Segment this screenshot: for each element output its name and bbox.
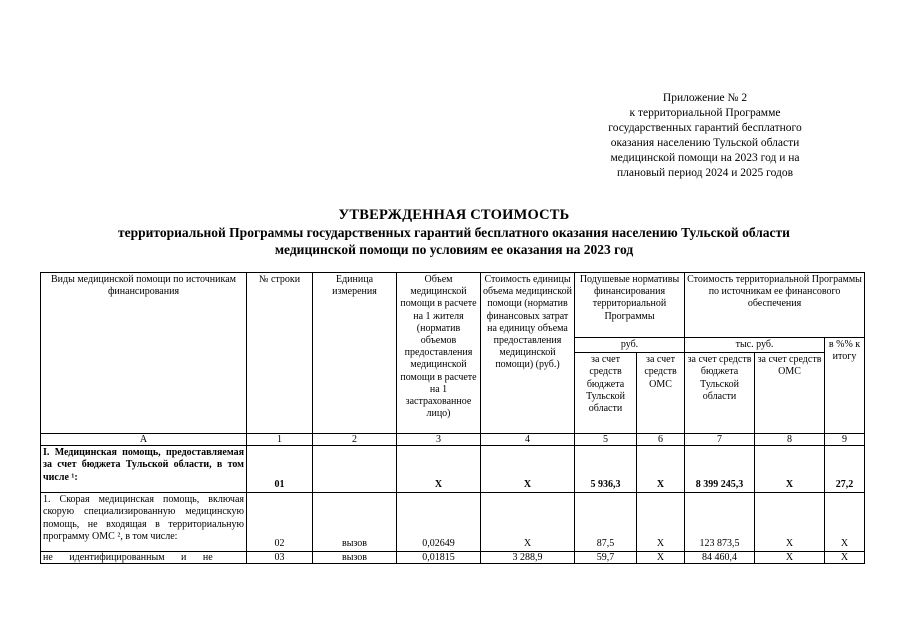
row-pr-budget: 123 873,5 — [685, 493, 755, 552]
index-cell: 9 — [825, 434, 865, 446]
index-cell: 5 — [575, 434, 637, 446]
row-cost: X — [481, 446, 575, 493]
header-pr-budget: за счет средств бюджета Тульской области — [685, 353, 755, 434]
index-cell: 4 — [481, 434, 575, 446]
row-pc-budget: 59,7 — [575, 552, 637, 564]
row-cost: X — [481, 493, 575, 552]
row-cost: 3 288,9 — [481, 552, 575, 564]
column-index-row — [41, 434, 865, 446]
appendix-header — [570, 91, 840, 181]
row-percent: X — [825, 493, 865, 552]
header-cost-unit: Стоимость единицы объема медицинской помощи (норматив финансовых затрат на единицу объема предоставления медицинской помощи) (руб.) — [481, 273, 575, 434]
row-volume: 0,01815 — [397, 552, 481, 564]
table-row — [41, 552, 865, 564]
header-pc-budget: за счет средств бюджета Тульской области — [575, 353, 637, 434]
row-no: 03 — [247, 552, 313, 564]
row-unit: вызов — [313, 552, 397, 564]
header-program-cost: Стоимость территориальной Программы по источникам ее финансового обеспечения — [685, 273, 865, 338]
index-cell: 1 — [247, 434, 313, 446]
row-name: I. Медицинская помощь, предоставляемая за счет бюджета Тульской области, в том числе ¹: — [41, 446, 247, 493]
row-pr-budget: 84 460,4 — [685, 552, 755, 564]
row-unit — [313, 446, 397, 493]
row-percent: 27,2 — [825, 446, 865, 493]
row-pr-oms: X — [755, 446, 825, 493]
row-volume: 0,02649 — [397, 493, 481, 552]
appendix-line: Приложение № 2 — [662, 92, 748, 104]
appendix-line: медицинской помощи на 2023 год и на — [610, 152, 800, 164]
index-cell: 7 — [685, 434, 755, 446]
appendix-line: плановый период 2024 и 2025 годов — [616, 167, 794, 179]
appendix-line: государственных гарантий бесплатного — [608, 122, 802, 134]
row-unit: вызов — [313, 493, 397, 552]
row-pr-oms: X — [755, 493, 825, 552]
header-thous-rub: тыс. руб. — [685, 338, 825, 353]
header-per-capita: Подушевые нормативы финансирования территориальной Программы — [575, 273, 685, 338]
row-no: 01 — [247, 446, 313, 493]
table-row — [41, 446, 865, 493]
row-pc-oms: X — [637, 446, 685, 493]
index-cell: 3 — [397, 434, 481, 446]
row-volume: X — [397, 446, 481, 493]
appendix-line: оказания населению Тульской области — [610, 137, 800, 149]
document-title — [40, 206, 868, 258]
title-line-3: медицинской помощи по условиям ее оказания на 2023 год — [274, 242, 634, 257]
header-percent: в %% к итогу — [825, 338, 865, 434]
title-main: УТВЕРЖДЕННАЯ СТОИМОСТЬ — [338, 207, 570, 223]
header-row-no: № строки — [247, 273, 313, 434]
header-kinds: Виды медицинской помощи по источникам финансирования — [41, 273, 247, 434]
index-cell: 2 — [313, 434, 397, 446]
header-unit: Единица измерения — [313, 273, 397, 434]
index-cell: 8 — [755, 434, 825, 446]
title-line-2: территориальной Программы государственных гарантий бесплатного оказания населению Тульской области — [118, 225, 790, 240]
header-rub: руб. — [575, 338, 685, 353]
table-row — [41, 493, 865, 552]
appendix-line: к территориальной Программе — [629, 107, 781, 119]
header-volume: Объем медицинской помощи в расчете на 1 жителя (норматив объемов предоставления медицинской помощи в расчете на 1 застрахованное лицо) — [397, 273, 481, 434]
row-pc-budget: 5 936,3 — [575, 446, 637, 493]
row-name: 1. Скорая медицинская помощь, включая скорую специализированную медицинскую помощь, не входящая в территориальную программу ОМС ², в том числе: — [41, 493, 247, 552]
row-pc-oms: X — [637, 552, 685, 564]
row-no: 02 — [247, 493, 313, 552]
row-pr-oms: X — [755, 552, 825, 564]
header-pc-oms: за счет средств ОМС — [637, 353, 685, 434]
row-name: не идентифицированным и не — [41, 552, 247, 564]
row-pc-oms: X — [637, 493, 685, 552]
header-pr-oms: за счет средств ОМС — [755, 353, 825, 434]
row-percent: X — [825, 552, 865, 564]
cost-table — [40, 272, 865, 564]
row-pc-budget: 87,5 — [575, 493, 637, 552]
row-pr-budget: 8 399 245,3 — [685, 446, 755, 493]
index-cell: А — [41, 434, 247, 446]
index-cell: 6 — [637, 434, 685, 446]
